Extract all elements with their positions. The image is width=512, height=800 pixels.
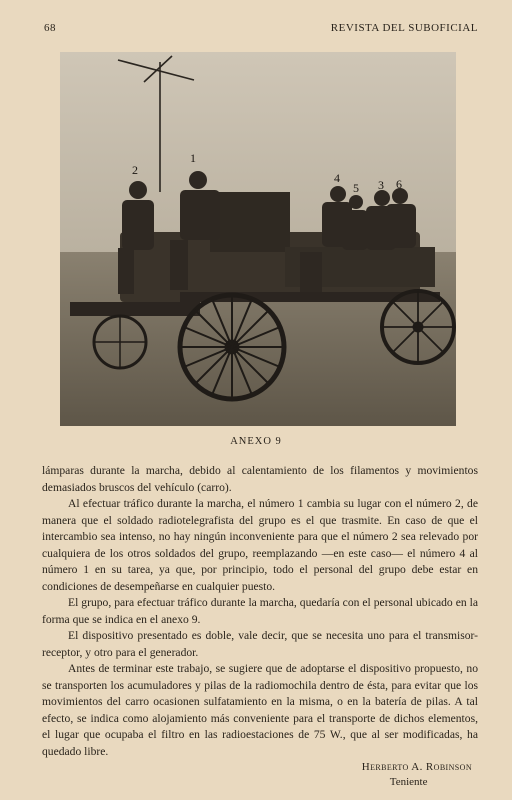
author-name: Herberto A. Robinson: [361, 761, 472, 773]
photograph-radio-cart: [60, 52, 456, 426]
photo-illustration: [60, 52, 456, 426]
label-1: 1: [190, 151, 196, 165]
paragraph: lámparas durante la marcha, debido al calentamiento de los filamentos y movimientos demasiados bruscos del vehículo (carro).: [42, 464, 478, 494]
label-3: 3: [378, 178, 384, 192]
label-2: 2: [132, 163, 138, 177]
author-signature: [362, 760, 472, 790]
page-header: [36, 22, 478, 38]
author-rank: Teniente: [389, 776, 428, 788]
figure-caption: ANEXO 9: [230, 436, 282, 447]
journal-title: REVISTA DEL SUBOFICIAL: [330, 22, 478, 34]
front-wheel: [180, 295, 284, 399]
paragraph: El grupo, para efectuar tráfico durante la marcha, quedaría con el personal ubicado en la forma que se indica en el anexo 9.: [42, 596, 478, 626]
paragraph: El dispositivo presentado es doble, vale decir, que se necesita uno para el transmisor-receptor, y otro para el generador.: [42, 629, 478, 659]
page-number: 68: [44, 22, 56, 34]
label-5: 5: [353, 181, 359, 195]
label-6: 6: [396, 177, 402, 191]
back-wheel: [94, 316, 146, 368]
label-4: 4: [334, 171, 340, 185]
rear-wheel: [382, 291, 454, 363]
paragraph: Antes de terminar este trabajo, se sugiere que de adoptarse el dispositivo propuesto, no se transporten los acumuladores y pilas de la radiomochila dentro de ésta, para evitar que los movimientos del carro ocasionen sulfatamiento en la misma, o en la batería de pilas. A tal efecto, se indica como alojamiento más conveniente para el transporte de dichos elementos, el lugar que ocupaba el filtro en las radioestaciones de 75 W., que al ser modificadas, ha quedado libre.: [42, 662, 478, 758]
article-body: [42, 463, 478, 760]
paragraph: Al efectuar tráfico durante la marcha, el número 1 cambia su lugar con el número 2, de manera que el soldado radiotelegrafista del grupo es el que trasmite. En caso de que el intercambio sea intenso, no hay ningún inconveniente para que el número 2 sea relevado por cualquiera de los otros soldados del grupo, reemplazando —en este caso— el número 4 al número 1 en su tarea, ya que, por principio, todo el personal del grupo debe estar en condiciones de desempeñarse en cualquier puesto.: [42, 497, 478, 593]
